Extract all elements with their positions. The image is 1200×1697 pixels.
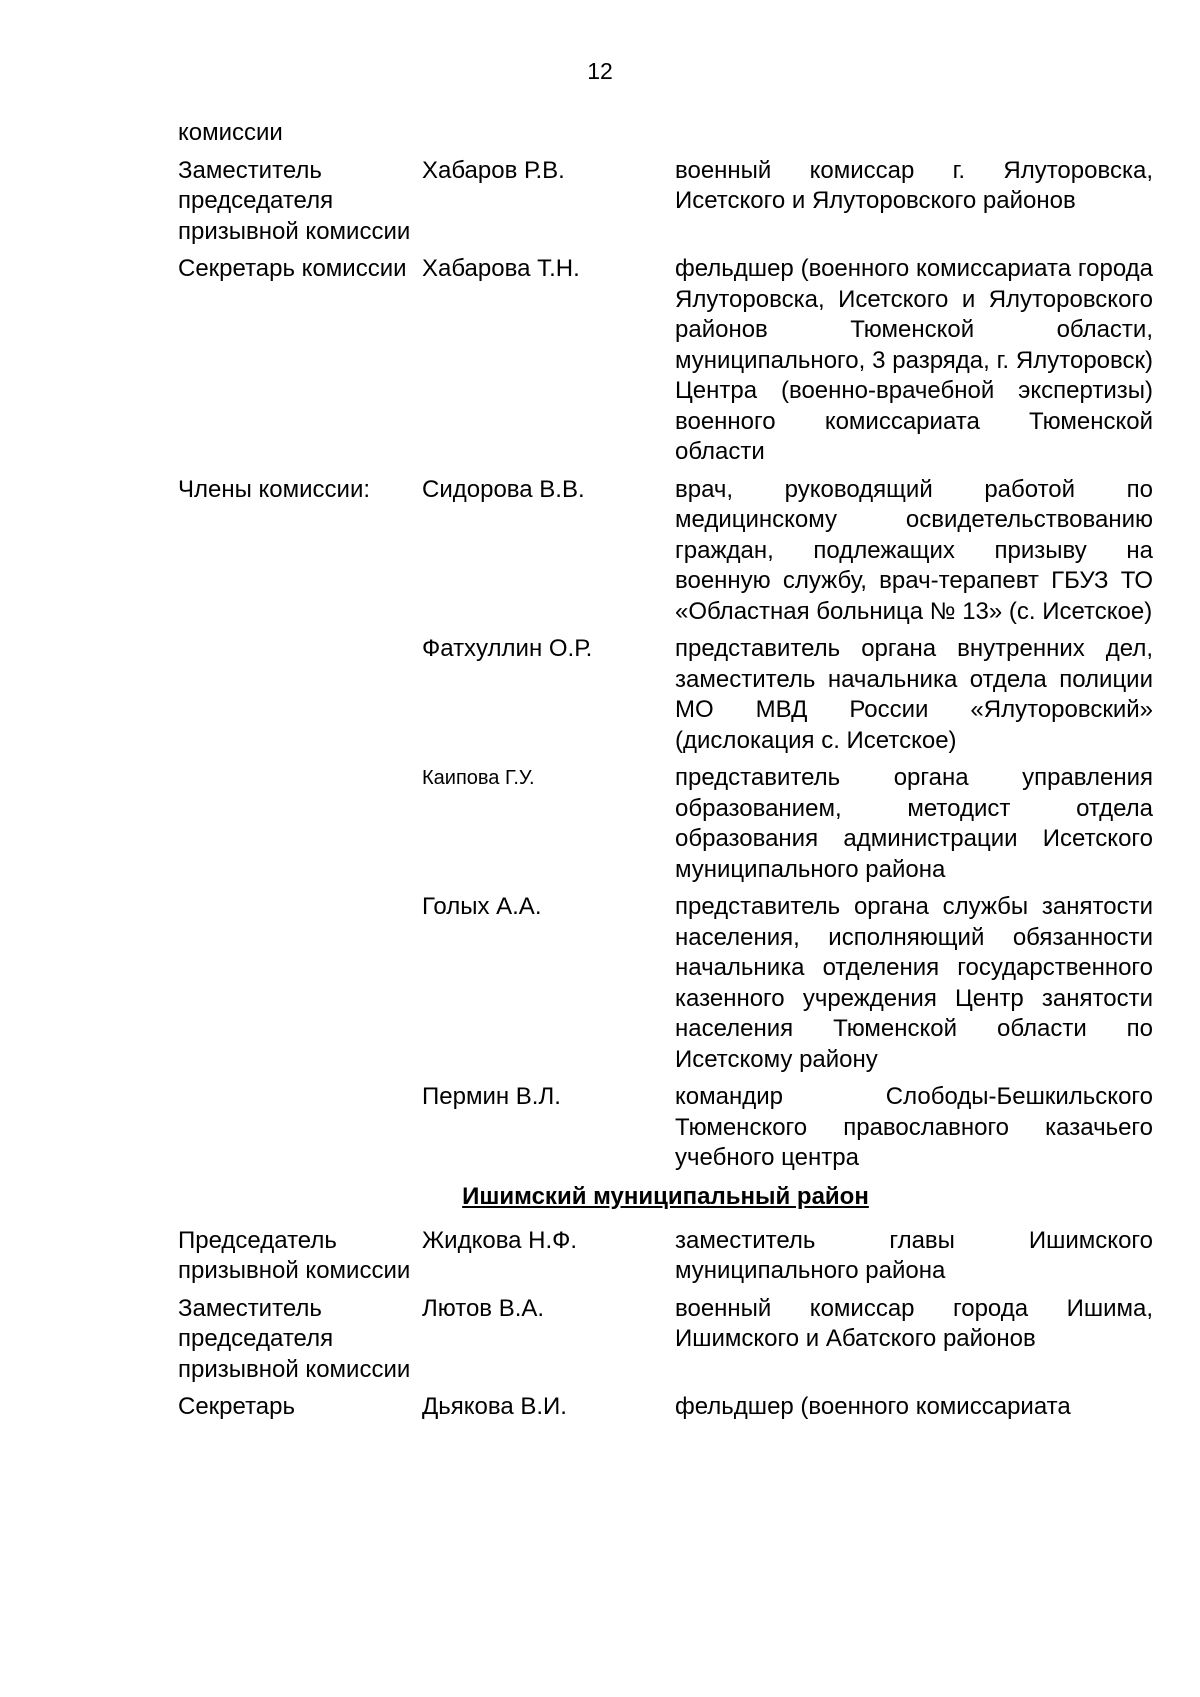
member-role [178, 634, 422, 756]
member-name: Каипова Г.У. [422, 767, 535, 789]
member-role: Секретарь комиссии [178, 255, 407, 282]
member-position [675, 118, 1153, 149]
table-row [178, 475, 1153, 628]
table-row [178, 254, 1153, 468]
member-role: Председатель призывной комиссии [178, 1226, 411, 1284]
member-name: Пермин В.Л. [422, 1083, 561, 1110]
member-position: врач, руководящий работой по медицинскому освидетельствованию граждан, подлежащих призыву на военную службу, врач-терапевт ГБУЗ ТО «Областная больница № 13» (с. Исетское) [675, 475, 1153, 625]
page-number: 12 [587, 58, 613, 84]
member-role [178, 892, 422, 1075]
member-position: заместитель главы Ишимского муниципального района [675, 1226, 1153, 1284]
table-row [178, 1226, 1153, 1287]
member-role: Заместитель председателя призывной комиссии [178, 156, 411, 245]
member-position: фельдшер (военного комиссариата [675, 1393, 1071, 1420]
member-position: командир Слободы-Бешкильского Тюменского православного казачьего учебного центра [675, 1083, 1153, 1171]
member-position: представитель органа управления образованием, методист отдела образования администрации Исетского муниципального района [675, 764, 1153, 883]
member-position: военный комиссар г. Ялуторовска, Исетского и Ялуторовского районов [675, 156, 1153, 214]
commission-table [178, 1226, 1153, 1423]
table-row [178, 892, 1153, 1075]
member-name: Фатхуллин О.Р. [422, 635, 593, 662]
member-position: фельдшер (военного комиссариата города Ялуторовска, Исетского и Ялуторовского районов Тюменской области, муниципального, 3 разряда, г. Ялуторовск) Центра (военно-врачебной экспертизы) военного комиссариата Тюменской области [675, 255, 1153, 465]
table-row [178, 1392, 1153, 1423]
member-name: Жидкова Н.Ф. [422, 1226, 578, 1254]
member-role [178, 1082, 422, 1174]
member-name [422, 118, 675, 149]
table-row [178, 1294, 1153, 1386]
member-role: Заместитель председателя призывной комиссии [178, 1294, 411, 1383]
commission-table [178, 118, 1153, 1174]
member-name: Хабаров Р.В. [422, 156, 565, 184]
section-heading: Ишимский муниципальный район [462, 1182, 869, 1210]
member-position: представитель органа внутренних дел, заместитель начальника отдела полиции МО МВД России «Ялуторовский» (дислокация с. Исетское) [675, 635, 1153, 754]
member-position: представитель органа службы занятости населения, исполняющий обязанности начальника отделения государственного казенного учреждения Центр занятости населения Тюменской области по Исетскому району [675, 893, 1153, 1073]
member-position: военный комиссар города Ишима, Ишимского и Абатского районов [675, 1294, 1153, 1352]
member-name: Дьякова В.И. [422, 1393, 567, 1420]
member-role: Секретарь [178, 1393, 295, 1420]
table-row [178, 763, 1153, 885]
member-name: Лютов В.А. [422, 1294, 545, 1322]
table-row [178, 156, 1153, 248]
member-name: Сидорова В.В. [422, 475, 585, 503]
table-row [178, 118, 1153, 149]
member-role: Члены комиссии: [178, 475, 371, 503]
document-body [178, 118, 1153, 1430]
table-row [178, 1082, 1153, 1174]
table-row [178, 634, 1153, 756]
member-name: Голых А.А. [422, 893, 542, 920]
member-role: комиссии [178, 119, 283, 146]
member-name: Хабарова Т.Н. [422, 255, 580, 282]
member-role [178, 763, 422, 885]
